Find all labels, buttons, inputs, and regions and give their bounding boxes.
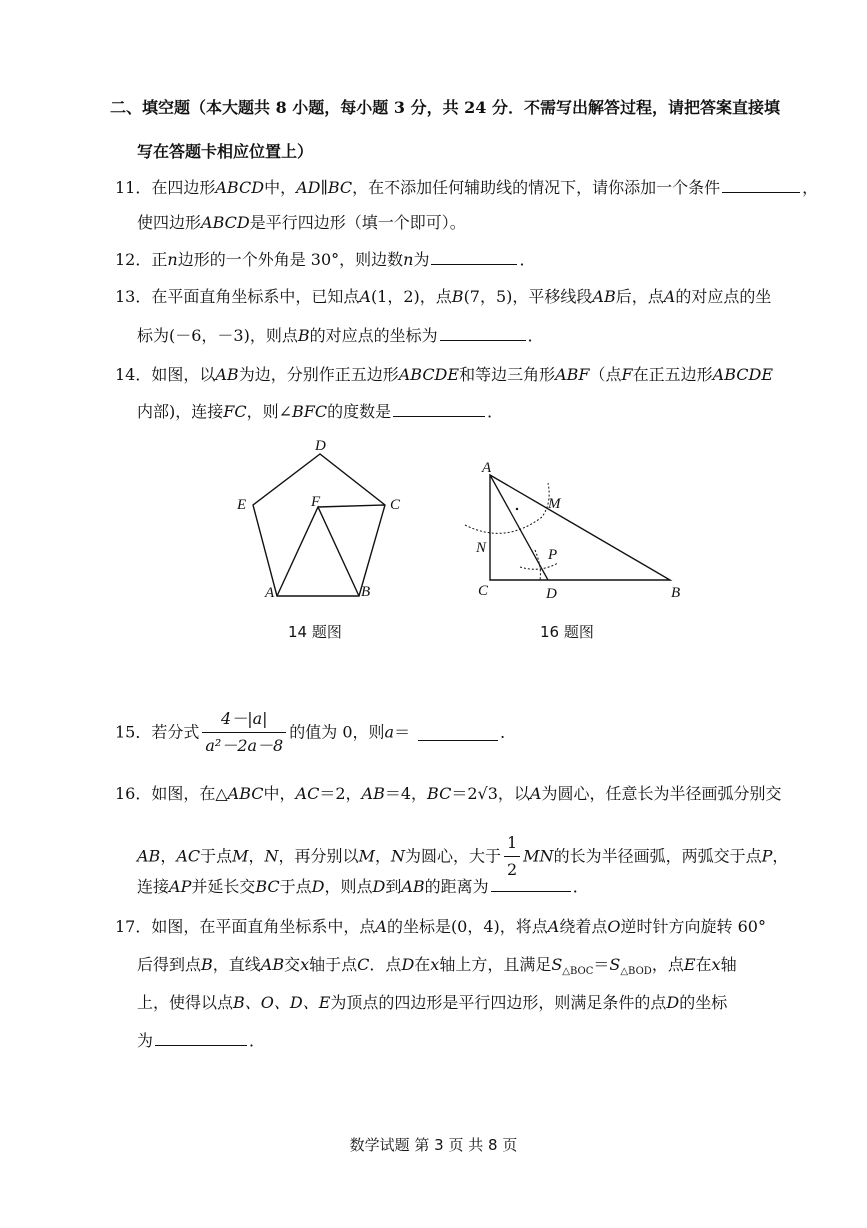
section-note: （本大题共 8 小题，每小题 3 分，共 24 分．不需写出解答过程，请把答案直接填	[190, 98, 780, 117]
q16-text: 到	[385, 877, 402, 896]
q17-text: 轴于点	[309, 955, 358, 974]
answer-blank-16[interactable]	[491, 875, 571, 892]
figure-16	[460, 455, 700, 605]
q15-text: 15．若分式	[115, 722, 200, 742]
q15-denominator: a²－2a－8	[202, 732, 286, 757]
answer-blank-15[interactable]	[418, 724, 498, 741]
q14-text: 为边，分别作正五边形	[238, 365, 399, 384]
q17-text: 逆时针方向旋转 60°	[620, 917, 766, 936]
q16-text: 为圆心，任意长为半径画弧分别交	[541, 784, 782, 803]
q16-text: 为圆心，大于	[404, 846, 501, 866]
label-c: C	[390, 497, 401, 513]
q17-text: 为	[137, 1031, 154, 1050]
q17-point-c: C	[357, 955, 370, 974]
q17-area-s: S	[551, 955, 563, 974]
label-b: B	[361, 584, 371, 600]
q17-point-a: A	[547, 917, 560, 936]
q12-text: 边形的一个外角是 30°，则边数	[177, 250, 404, 269]
q16-text: ，以	[497, 784, 530, 803]
q17-text: 上，使得以点	[137, 993, 234, 1012]
q11-text: 使四边形	[137, 213, 202, 232]
q15-text: ＝	[394, 722, 411, 742]
section-note-cont: 写在答题卡相应位置上）	[137, 142, 314, 161]
q17-sub1: △BOC	[562, 966, 594, 978]
q16-point-n: N	[390, 846, 405, 866]
q17-text: 在	[695, 955, 712, 974]
label-p: P	[548, 547, 558, 563]
q14-text: （点	[589, 365, 622, 384]
q16-half-fraction	[504, 832, 520, 881]
segment-fc	[318, 505, 385, 507]
section-heading: 二、填空题	[110, 98, 191, 117]
q11-text: 是平行四边形（填一个即可）。	[249, 213, 466, 232]
label-d: D	[315, 438, 326, 454]
answer-blank-12[interactable]	[431, 248, 517, 265]
q17-point-e: E	[683, 955, 696, 974]
q16-mn: MN	[523, 846, 554, 866]
q13-text: 13．在平面直角坐标系中，已知点	[115, 287, 360, 306]
label-e: E	[237, 497, 247, 513]
question-17-line4	[137, 1029, 265, 1052]
q13-text: ．	[527, 326, 544, 345]
q14-fc: FC	[223, 402, 247, 421]
label-a: A	[265, 585, 275, 601]
q17-area-s: S	[609, 955, 621, 974]
q12-n: n	[403, 250, 414, 269]
q13-point-a: A	[663, 287, 676, 306]
q16-text: ，	[160, 846, 177, 866]
q12-text: ．	[519, 250, 536, 269]
figure-16-caption: 16 题图	[540, 623, 594, 641]
q17-text: 在	[414, 955, 431, 974]
q12-text: 为	[413, 250, 430, 269]
q14-text: 内部)，连接	[137, 402, 224, 421]
answer-blank-17[interactable]	[155, 1029, 247, 1046]
q14-triangle: ABF	[555, 365, 590, 384]
q17-text: ．点	[369, 955, 402, 974]
q11-text: 中，	[264, 178, 297, 197]
question-17-line2	[137, 954, 737, 983]
q13-text: (1，2)，点	[370, 287, 452, 306]
q13-segment-ab: AB	[592, 287, 616, 306]
q16-ap: AP	[169, 877, 192, 896]
question-16-line1	[115, 783, 781, 805]
q11-abcd: ABCD	[215, 178, 265, 197]
q14-text: ．	[487, 402, 504, 421]
answer-blank-13[interactable]	[440, 324, 526, 341]
arc-mn	[465, 483, 549, 533]
triangle-abf	[277, 507, 359, 596]
q17-x: x	[430, 955, 440, 974]
q16-bc: BC	[255, 877, 280, 896]
dot-mark	[516, 508, 518, 510]
q16-text: ，再分别以	[278, 846, 359, 866]
question-15	[115, 708, 516, 757]
q16-text: ＝2	[451, 784, 478, 803]
label-b: B	[671, 585, 681, 601]
q17-sub2: △BOD	[620, 966, 652, 978]
q17-text: 轴	[720, 955, 737, 974]
q17-x: x	[300, 955, 310, 974]
segment-ad	[490, 475, 548, 580]
triangle-abc	[490, 475, 670, 580]
q17-text: 的坐标	[679, 993, 728, 1012]
q16-text: ．	[572, 877, 589, 896]
q17-text: 轴上方，且满足	[439, 955, 552, 974]
q16-text: 16．如图，在△	[115, 784, 228, 803]
question-14-line2	[137, 400, 503, 423]
q14-text: 和等边三角形	[459, 365, 556, 384]
q14-angle: BFC	[292, 402, 328, 421]
label-n: N	[476, 540, 487, 556]
question-16-line2	[137, 832, 788, 881]
question-16-line3	[137, 875, 589, 898]
q16-bc: BC	[427, 784, 452, 803]
question-13-line1	[115, 286, 771, 308]
question-12	[115, 248, 535, 271]
q15-numerator: 4－|a|	[221, 709, 268, 728]
q16-text: 的长为半径画弧，两弧交于点	[553, 846, 762, 866]
q14-pentagon: ABCDE	[398, 365, 460, 384]
q16-point-a: A	[529, 784, 542, 803]
q11-text: ，在不添加任何辅助线的情况下，请你添加一个条件	[352, 178, 721, 197]
question-14-line1	[115, 364, 773, 386]
label-f: F	[311, 494, 321, 510]
q13-point-a: A	[359, 287, 371, 306]
q14-text: 在正五边形	[632, 365, 713, 384]
q11-text: ，	[802, 178, 819, 197]
q17-point-a: A	[375, 917, 387, 936]
answer-blank-11[interactable]	[722, 176, 800, 193]
q17-x: x	[711, 955, 721, 974]
q17-text: 为顶点的四边形是平行四边形，则满足条件的点	[330, 993, 667, 1012]
q16-ab: AB	[401, 877, 425, 896]
q13-text: (7，5)，平移线段	[463, 287, 593, 306]
q12-text: 12．正	[115, 250, 168, 269]
q13-text: 的对应点的坐标为	[309, 326, 438, 345]
comma: ，	[248, 846, 265, 866]
q16-point-n: N	[264, 846, 279, 866]
q13-point-b: B	[297, 326, 310, 345]
label-d: D	[546, 586, 557, 602]
q14-pentagon: ABCDE	[712, 365, 773, 384]
answer-blank-14[interactable]	[393, 400, 485, 417]
q16-text: ，	[772, 846, 789, 866]
q16-text: 并延长交	[191, 877, 256, 896]
q16-point-m: M	[358, 846, 375, 866]
q16-text: 于点	[200, 846, 233, 866]
q14-ab: AB	[215, 365, 239, 384]
q17-text: 交	[284, 955, 301, 974]
q14-text: 14．如图，以	[115, 365, 216, 384]
label-c: C	[478, 583, 489, 599]
q12-n: n	[167, 250, 178, 269]
q17-text: 绕着点	[559, 917, 608, 936]
question-17-line3	[137, 992, 727, 1014]
comma: ，	[374, 846, 391, 866]
q15-fraction	[202, 708, 286, 757]
q16-point-d: D	[311, 877, 325, 896]
q16-text: 的距离为	[424, 877, 489, 896]
q16-ab: AB	[361, 784, 385, 803]
q16-text: 连接	[137, 877, 170, 896]
question-11-line1	[115, 176, 818, 199]
q15-text: ．	[500, 722, 517, 742]
question-13-line2	[137, 324, 544, 347]
figure-14-caption: 14 题图	[288, 623, 342, 641]
label-a: A	[482, 460, 492, 476]
label-m: M	[548, 496, 561, 512]
q16-ab: AB	[137, 846, 161, 866]
pentagon-abcde	[253, 454, 385, 596]
q17-point-d: D	[666, 993, 680, 1012]
q16-text: ＝4，	[384, 784, 428, 803]
q17-ab: AB	[260, 955, 285, 974]
q16-abc: ABC	[227, 784, 264, 803]
q14-point-f: F	[621, 365, 633, 384]
q16-half-den: 2	[504, 856, 520, 881]
q17-point-b: B	[201, 955, 213, 974]
q15-text: 的值为 0，则	[289, 722, 385, 742]
q11-abcd: ABCD	[201, 213, 250, 232]
q16-text: ，则点	[324, 877, 373, 896]
q14-text: 的度数是	[327, 402, 392, 421]
q13-text: 后，点	[615, 287, 664, 306]
q14-text: ，则∠	[246, 402, 293, 421]
q11-condition: AD∥BC	[296, 178, 353, 197]
q17-text: ，点	[651, 955, 684, 974]
q16-ac: AC	[295, 784, 320, 803]
section-heading-line	[110, 97, 780, 119]
q17-point-o: O	[607, 917, 621, 936]
q16-point-m: M	[232, 846, 249, 866]
q17-points: B、O、D、E	[233, 993, 331, 1012]
q16-ac: AC	[176, 846, 201, 866]
q17-text: ．	[249, 1031, 266, 1050]
q15-var: a	[384, 722, 395, 742]
q16-point-p: P	[761, 846, 773, 866]
q16-half-num: 1	[506, 833, 518, 852]
q17-text: 后得到点	[137, 955, 202, 974]
q16-text: 中，	[263, 784, 296, 803]
q17-text: 的坐标是(0，4)，将点	[386, 917, 548, 936]
q13-text: 的对应点的坐	[675, 287, 772, 306]
q11-text: 11．在四边形	[115, 178, 216, 197]
q17-text: ，直线	[212, 955, 261, 974]
page-footer: 数学试题 第 3 页 共 8 页	[349, 1136, 518, 1154]
q16-text: ＝2，	[319, 784, 362, 803]
figure-14	[225, 432, 425, 607]
question-17-line1	[115, 916, 766, 938]
q13-text: 标为(－6，－3)，则点	[137, 326, 298, 345]
q16-point-d: D	[372, 877, 386, 896]
question-11-line2	[137, 212, 466, 234]
q17-text: ＝	[593, 955, 610, 974]
q17-text: 17．如图，在平面直角坐标系中，点	[115, 917, 376, 936]
q17-point-d: D	[401, 955, 415, 974]
q13-point-b: B	[451, 287, 464, 306]
q16-sqrt: √3	[477, 784, 498, 803]
q16-text: 于点	[279, 877, 312, 896]
